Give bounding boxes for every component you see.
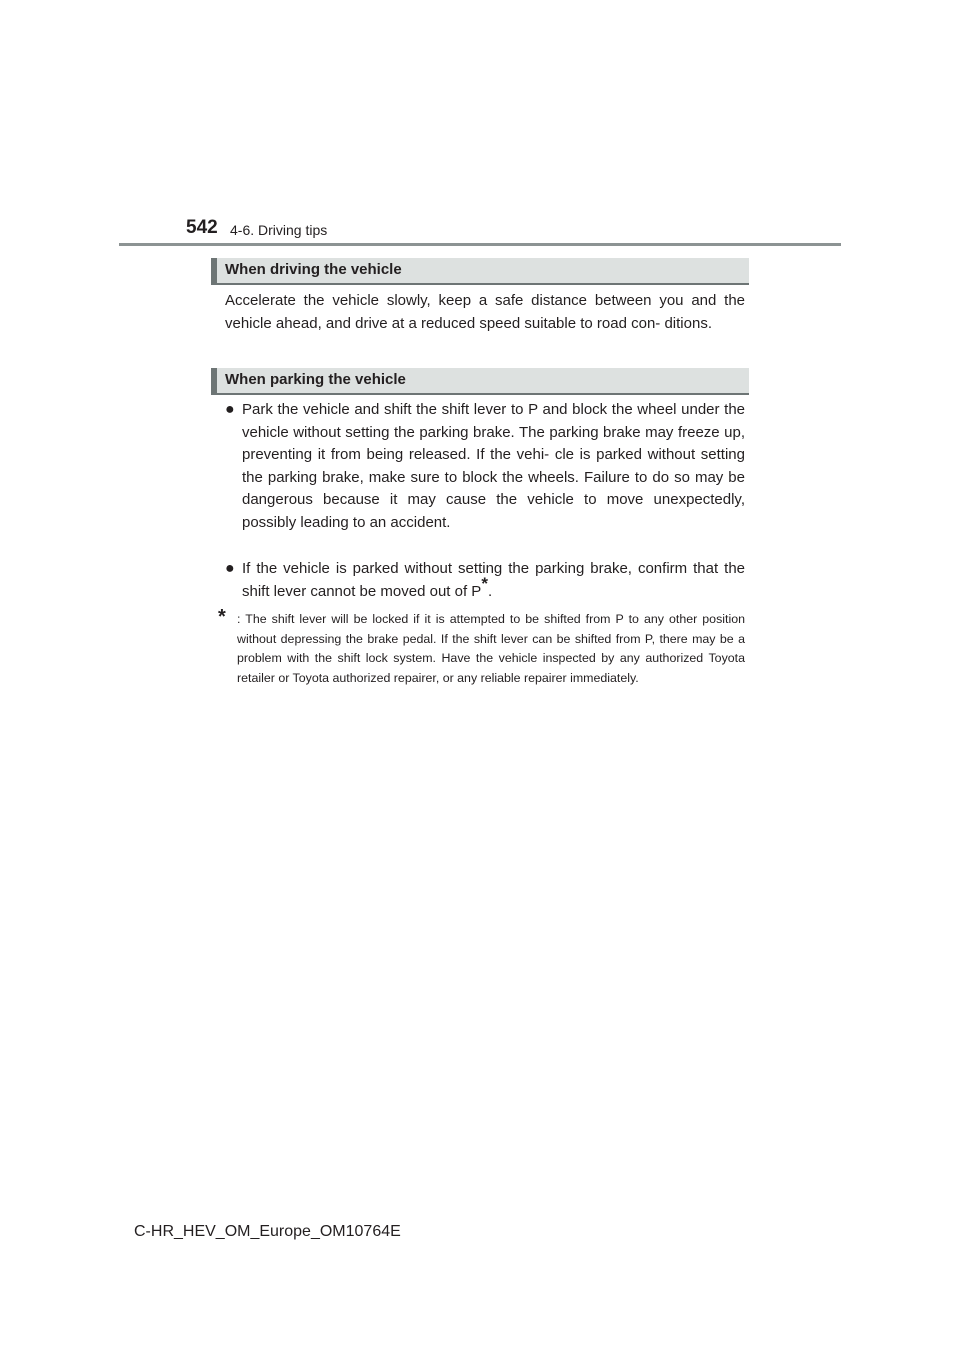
footnote-text: : The shift lever will be locked if it is attempted to be shifted from P to any other position without depressing the brake pedal. If the shift lever can be shifted from P, there may be a problem with the shift lock system. Have the vehicle inspected by any authorized Toyota retailer or Toyota authorized repairer, or any reliable repairer immediately. xyxy=(237,612,745,685)
bullet-text: If the vehicle is parked without setting the parking brake, confirm that the shift lever cannot be moved out of P xyxy=(242,560,745,600)
bullet-text: Park the vehicle and shift the shift lever to P and block the wheel under the vehicle without setting the parking brake. The parking brake may freeze up, preventing it from being released. If the vehi- cle is parked without setting the parking brake, make sure to block the wheels. Failure to do so may be dangerous because it may cause the vehicle to move unexpectedly, possibly leading to an accident. xyxy=(242,401,745,531)
heading-driving-label: When driving the vehicle xyxy=(225,261,402,278)
bullet-item-block-wheels xyxy=(225,399,745,534)
bullet-item-shift-lever xyxy=(225,558,745,603)
paragraph-driving: Accelerate the vehicle slowly, keep a safe distance between you and the vehicle ahead, and drive at a reduced speed suitable to road con- ditions. xyxy=(225,292,745,332)
section-title: 4-6. Driving tips xyxy=(230,222,328,238)
heading-parking xyxy=(211,368,749,393)
header-divider xyxy=(119,243,841,246)
page-number: 542 xyxy=(186,217,218,238)
footnote-asterisk: * xyxy=(218,606,226,628)
footnote xyxy=(218,606,745,688)
document-code: C-HR_HEV_OM_Europe_OM10764E xyxy=(134,1223,401,1240)
bullet-icon: ● xyxy=(225,560,235,577)
bullet-icon: ● xyxy=(225,401,235,418)
bullet-suffix: . xyxy=(487,582,493,600)
footnote-reference: * xyxy=(481,573,488,593)
heading-driving xyxy=(211,258,749,283)
heading-parking-label: When parking the vehicle xyxy=(225,371,406,388)
bullet-text-container xyxy=(242,558,745,603)
